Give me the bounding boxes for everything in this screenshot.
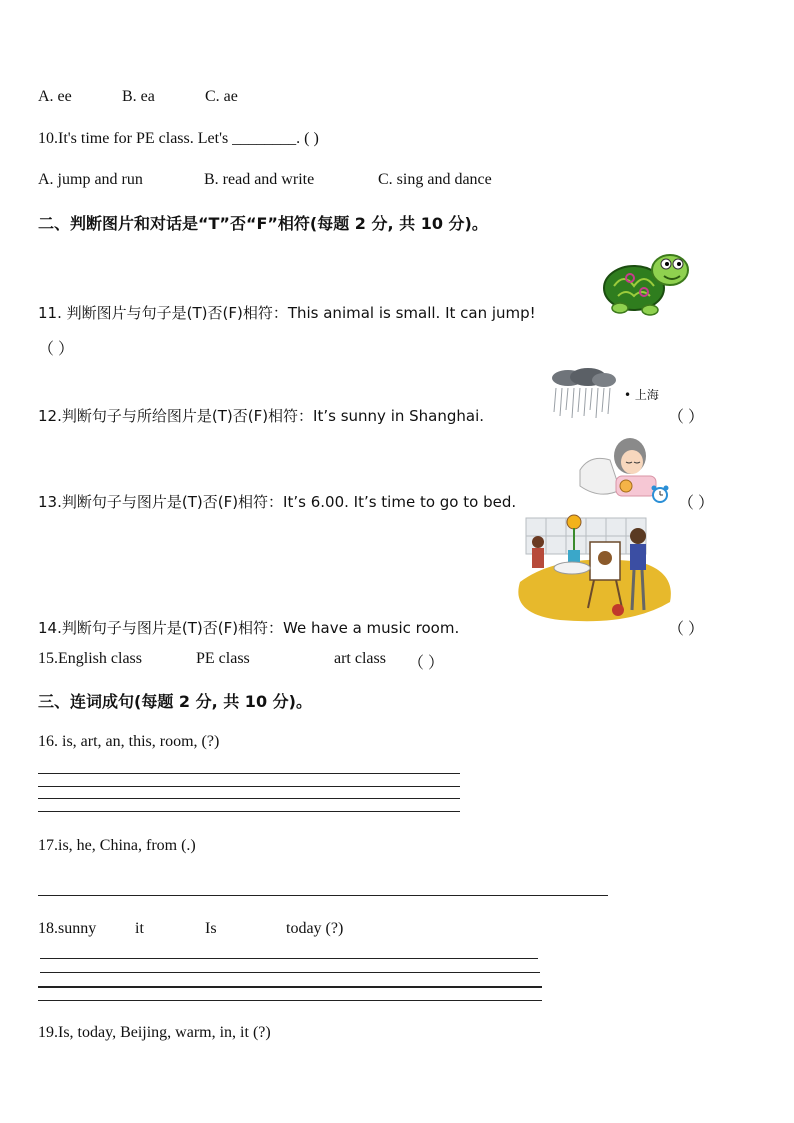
q12-answer-paren: （ ） [668, 409, 705, 426]
q14-statement: 14.判断句子与图片是(T)否(F)相符：We have a music room. [38, 619, 460, 637]
q17-words: 17.is, he, China, from (.) [38, 837, 196, 854]
q19-words: 19.Is, today, Beijing, warm, in, it (?) [38, 1024, 271, 1041]
alarm-clock-icon [650, 484, 670, 504]
q9-option-a: A. ee [38, 88, 72, 105]
q12-statement: 12.判断句子与所给图片是(T)否(F)相符：It’s sunny in Shanghai. [38, 407, 485, 425]
q18-word-is: Is [205, 920, 217, 937]
section2-heading: 二、判断图片和对话是“T”否“F”相符(每题 2 分, 共 10 分)。 [38, 214, 488, 233]
q14-answer-paren: （ ） [668, 621, 705, 638]
q18-word-today: today (?) [286, 920, 344, 937]
section3-heading: 三、连词成句(每题 2 分, 共 10 分)。 [38, 692, 312, 711]
q10-option-b: B. read and write [204, 171, 315, 188]
q18-answer-line-1[interactable] [40, 958, 538, 959]
q17-answer-line[interactable] [38, 895, 608, 896]
q10-question: 10.It's time for PE class. Let's ________. ( ) [38, 130, 319, 147]
rain-cloud-icon [548, 368, 618, 420]
q16-answer-line-3[interactable] [38, 798, 460, 799]
q9-option-b: B. ea [122, 88, 155, 105]
q16-answer-line-1[interactable] [38, 773, 460, 774]
shanghai-caption: • 上海 [624, 388, 659, 402]
turtle-icon [600, 248, 692, 318]
q18-answer-line-4[interactable] [38, 1000, 542, 1001]
q16-words: 16. is, art, an, this, room, (?) [38, 733, 220, 750]
q13-statement: 13.判断句子与图片是(T)否(F)相符：It’s 6.00. It’s time to go to bed. [38, 493, 517, 511]
q13-answer-paren: （ ） [678, 495, 715, 512]
q10-option-a: A. jump and run [38, 171, 143, 188]
q15-option-pe-class: PE class [196, 650, 250, 667]
q9-option-c: C. ae [205, 88, 238, 105]
q18-answer-line-2[interactable] [40, 972, 540, 973]
q15-option-art-class: art class [334, 650, 386, 667]
q18-word-sunny: 18.sunny [38, 920, 97, 937]
q18-answer-line-3[interactable] [38, 986, 542, 988]
q10-option-c: C. sing and dance [378, 171, 492, 188]
q11-statement: 11. 判断图片与句子是(T)否(F)相符：This animal is small. It can jump! [38, 304, 536, 322]
q16-answer-line-2[interactable] [38, 786, 460, 787]
q11-answer-paren: （ ） [38, 341, 75, 358]
q15-option-english-class: 15.English class [38, 650, 142, 667]
art-room-icon [514, 512, 674, 630]
q15-answer-paren: （ ） [408, 655, 445, 672]
q16-answer-line-4[interactable] [38, 811, 460, 812]
q18-word-it: it [135, 920, 144, 937]
